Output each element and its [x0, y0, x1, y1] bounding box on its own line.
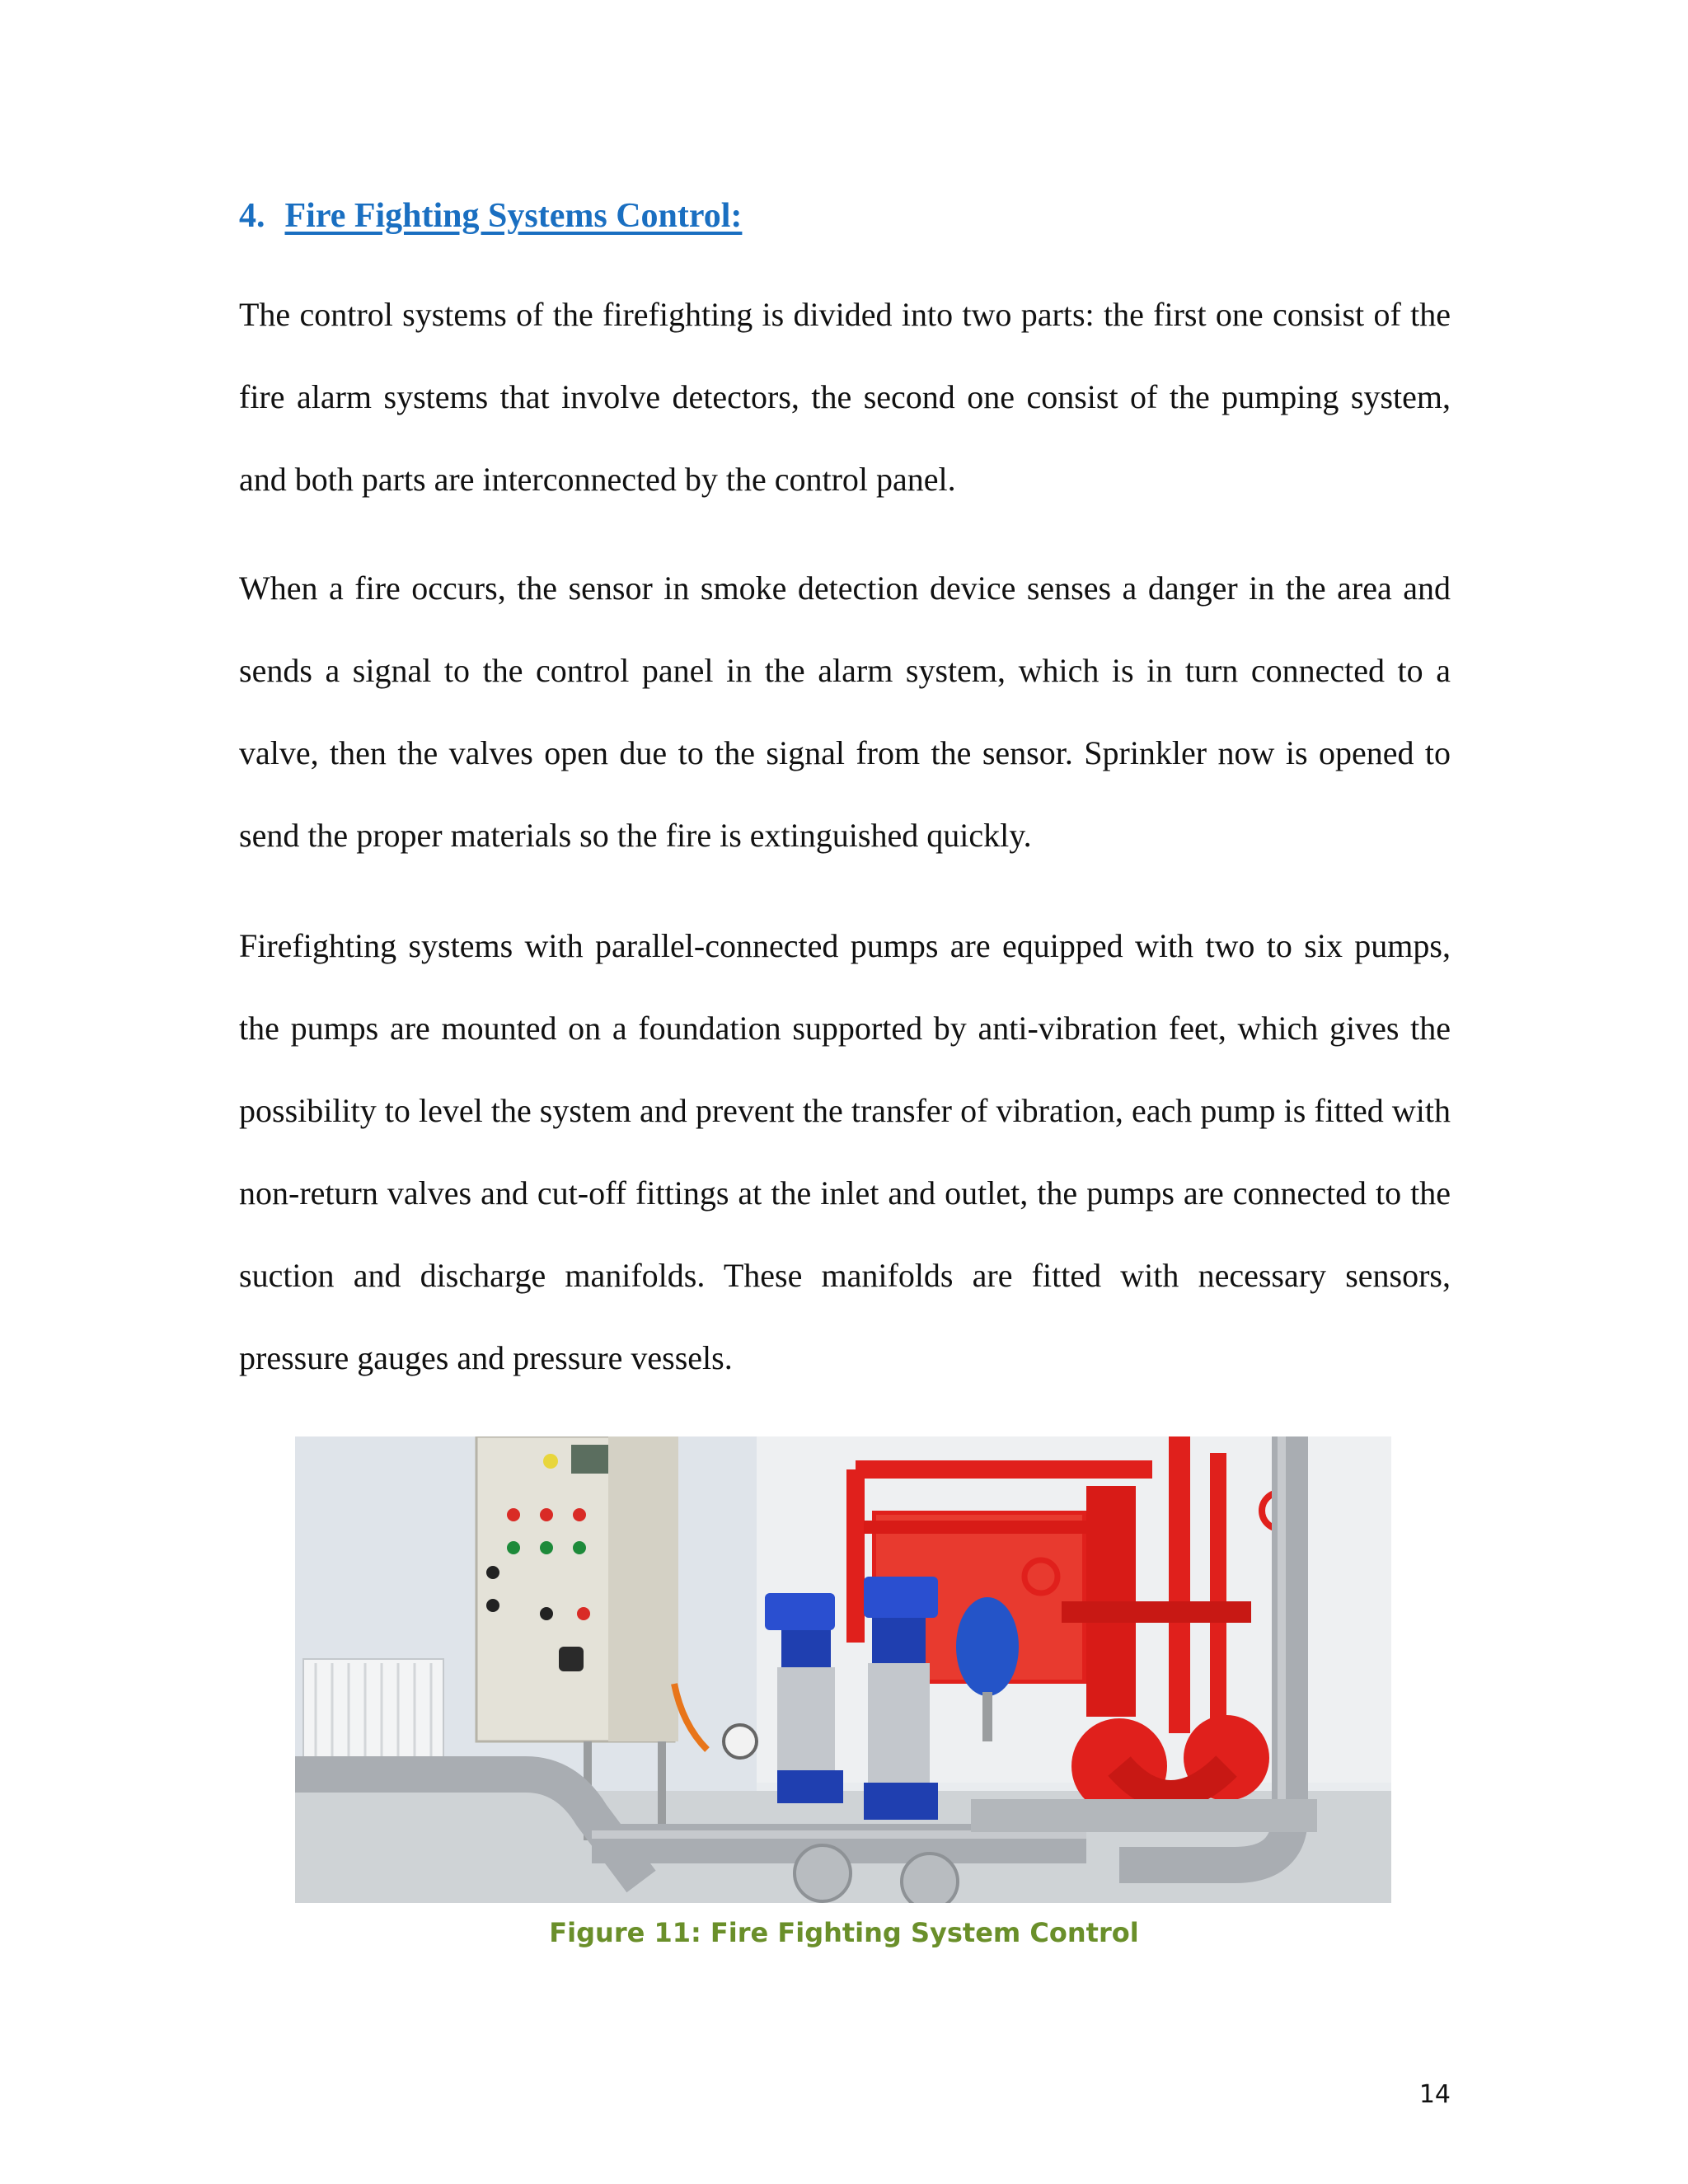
- page-number: 14: [1418, 2080, 1451, 2109]
- paragraph-fire-detection: When a fire occurs, the sensor in smoke detection device senses a danger in the area and sends a signal to the control panel in the alarm system, which is in turn connected to a valve, then the valves open due to the signal from the sensor. Sprinkler now is opened to send the proper materials so the fire is extinguished quickly.: [239, 569, 1451, 854]
- pump-room-illustration: [295, 1436, 1391, 1903]
- section-heading: [239, 196, 742, 236]
- paragraph-parallel-pumps: Firefighting systems with parallel-connected pumps are equipped with two to six pumps, the pumps are mounted on a foundation supported by anti-vibration feet, which gives the possibility to level the system and prevent the transfer of vibration, each pump is fitted with non-return valves and cut-off fittings at the inlet and outlet, the pumps are connected to the suction and discharge manifolds. These manifolds are fitted with necessary sensors, pressure gauges and pressure vessels.: [239, 927, 1451, 1376]
- section-number: 4.: [239, 197, 265, 235]
- paragraph-control-overview: The control systems of the firefighting is divided into two parts: the first one consist of the fire alarm systems that involve detectors, the second one consist of the pumping system, and both parts are interconnected by the control panel.: [239, 296, 1451, 498]
- control-panel: [476, 1436, 678, 1741]
- figure-caption: Figure 11: Fire Fighting System Control: [549, 1917, 1139, 1948]
- section-title: Fire Fighting Systems Control:: [284, 197, 743, 235]
- wall-radiator: [303, 1659, 443, 1766]
- figure-fire-fighting-photo: [295, 1436, 1391, 1903]
